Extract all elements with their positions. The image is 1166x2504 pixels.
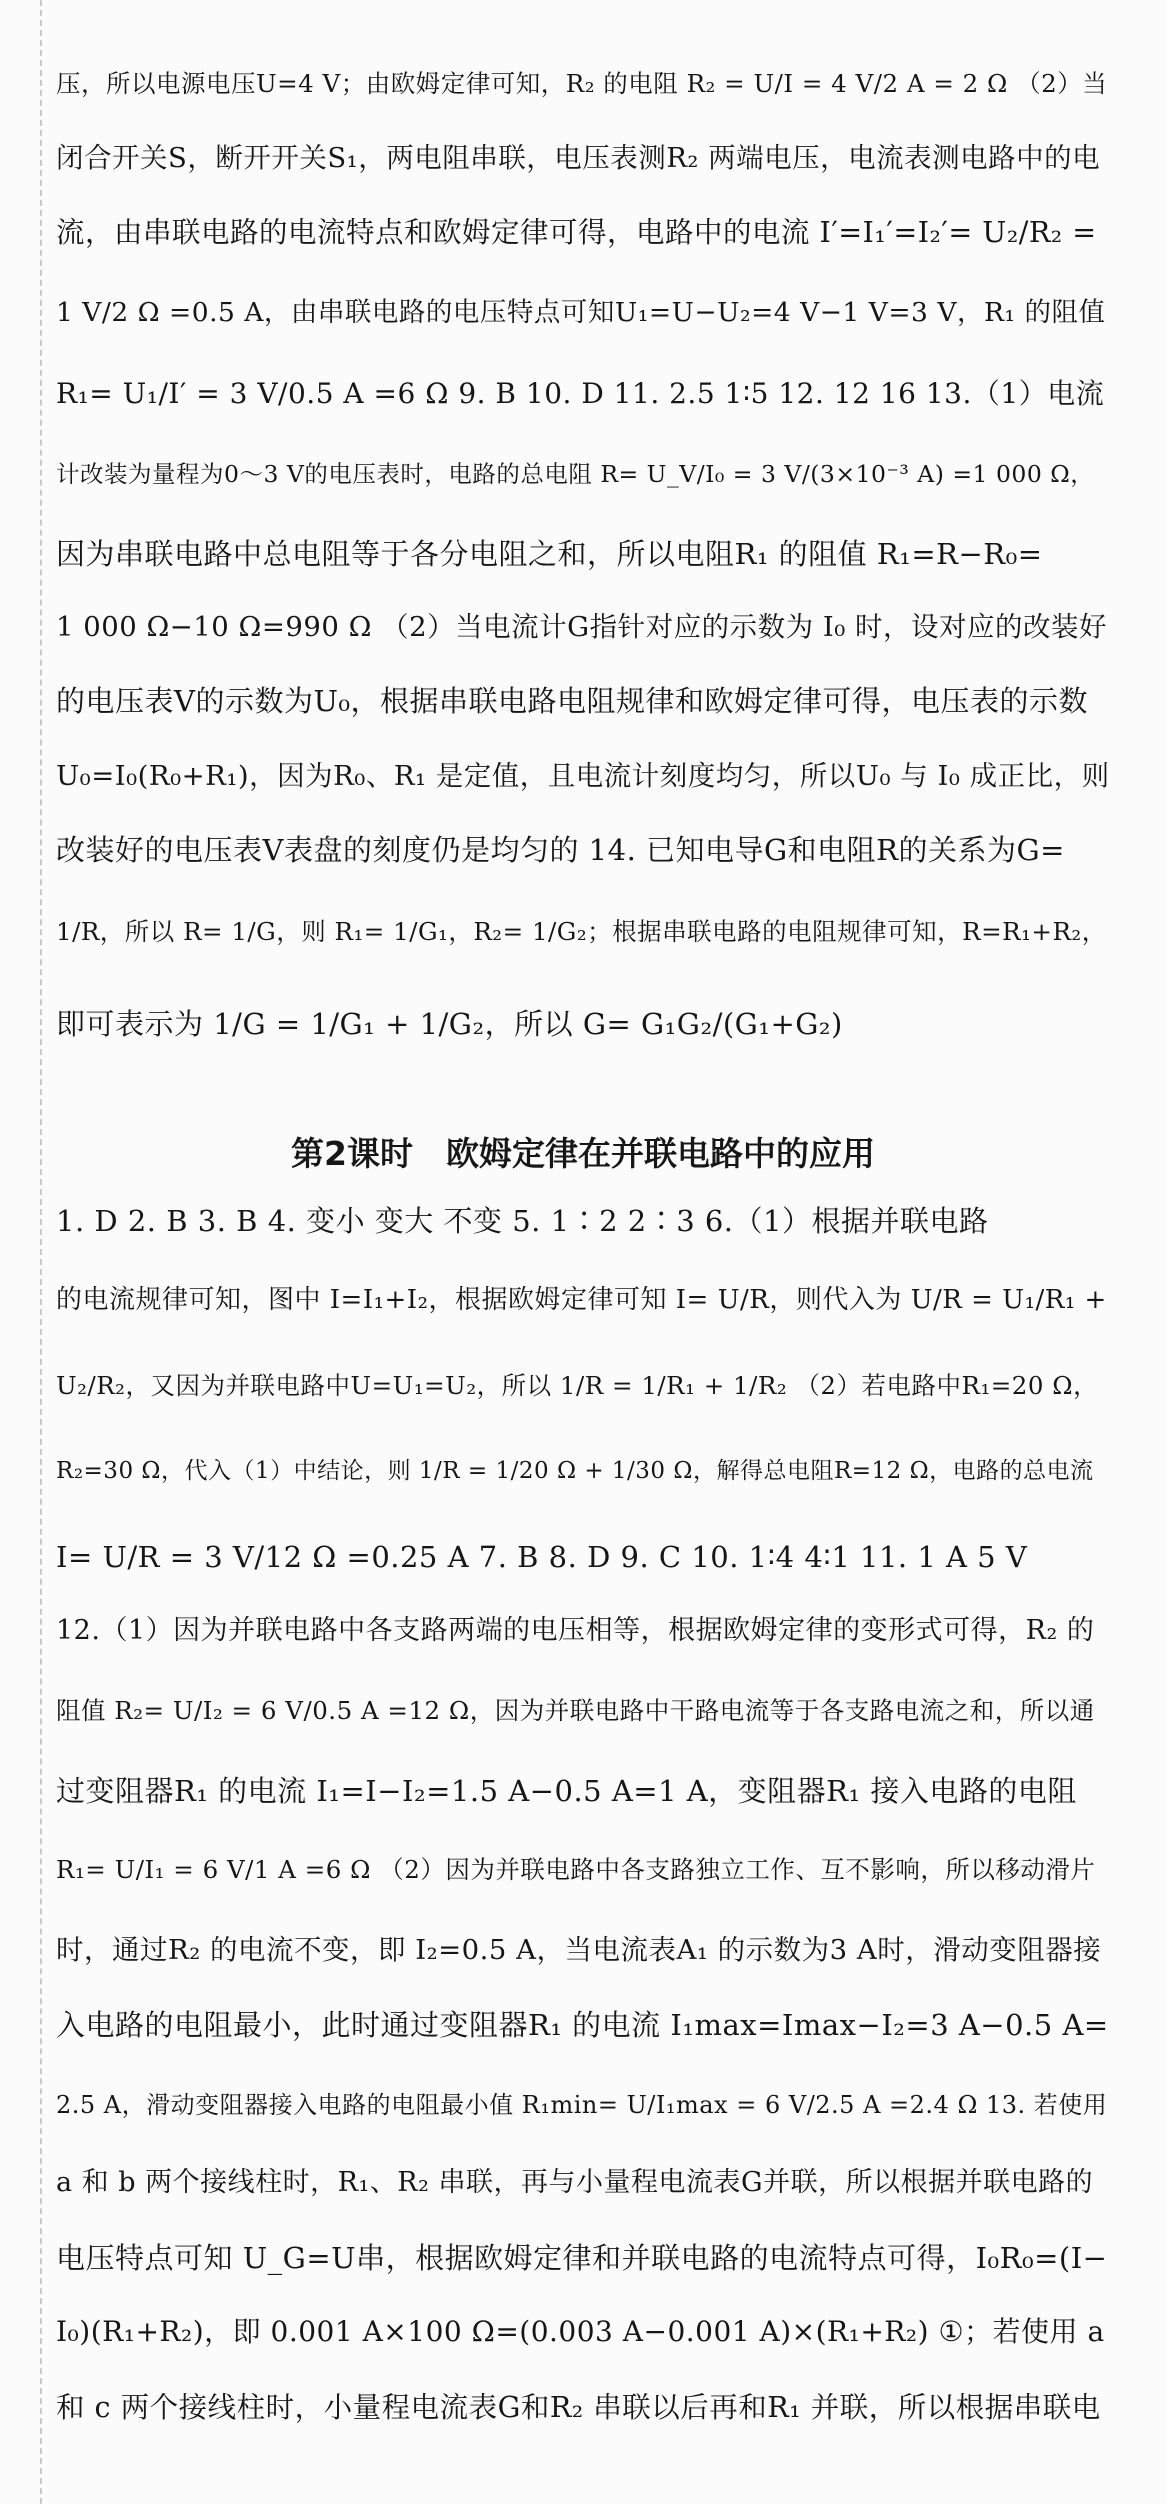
text-line: R₁= U/I₁ = 6 V/1 A =6 Ω （2）因为并联电路中各支路独立工作、互不影响，所以移动滑片 — [56, 1855, 1096, 1884]
page-left-margin-line — [40, 0, 42, 2504]
text-line: 流，由串联电路的电流特点和欧姆定律可得，电路中的电流 I′=I₁′=I₂′= U₂/R₂ = — [56, 216, 1097, 249]
text-line: 计改装为量程为0～3 V的电压表时，电路的总电阻 R= U_V/I₀ = 3 V/(3×10⁻³ A) =1 000 Ω， — [56, 460, 1095, 488]
text-line: 改装好的电压表V表盘的刻度仍是均匀的 14. 已知电导G和电阻R的关系为G= — [56, 833, 1065, 867]
text-line: I= U/R = 3 V/12 Ω =0.25 A 7. B 8. D 9. C 10. 1∶4 4∶1 11. 1 A 5 V — [56, 1540, 1028, 1574]
text-line: 1. D 2. B 3. B 4. 变小 变大 不变 5. 1∶2 2∶3 6.（1）根据并联电路 — [56, 1204, 989, 1238]
text-line: a 和 b 两个接线柱时，R₁、R₂ 串联，再与小量程电流表G并联，所以根据并联电路的 — [56, 2167, 1094, 2198]
text-line: 即可表示为 1/G = 1/G₁ + 1/G₂，所以 G= G₁G₂/(G₁+G₂) — [56, 1007, 843, 1041]
text-line: 因为串联电路中总电阻等于各分电阻之和，所以电阻R₁ 的阻值 R₁=R−R₀= — [56, 537, 1043, 571]
text-line: 12.（1）因为并联电路中各支路两端的电压相等，根据欧姆定律的变形式可得，R₂ 的 — [56, 1615, 1095, 1646]
text-line: 闭合开关S，断开开关S₁，两电阻串联，电压表测R₂ 两端电压，电流表测电路中的电 — [56, 142, 1101, 174]
text-line: 过变阻器R₁ 的电流 I₁=I−I₂=1.5 A−0.5 A=1 A，变阻器R₁ 接入电路的电阻 — [56, 1774, 1077, 1808]
section-title: 第2课时 欧姆定律在并联电路中的应用 — [291, 1134, 875, 1173]
text-line: 电压特点可知 U_G=U串，根据欧姆定律和并联电路的电流特点可得，I₀R₀=(I− — [56, 2241, 1108, 2275]
text-line: 的电压表V的示数为U₀，根据串联电路电阻规律和欧姆定律可得，电压表的示数 — [56, 684, 1089, 718]
text-line: 1 V/2 Ω =0.5 A，由串联电路的电压特点可知U₁=U−U₂=4 V−1 V=3 V，R₁ 的阻值 — [56, 297, 1106, 328]
text-line: R₂=30 Ω，代入（1）中结论，则 1/R = 1/20 Ω + 1/30 Ω，解得总电阻R=12 Ω，电路的总电流 — [56, 1458, 1094, 1484]
text-line: 时，通过R₂ 的电流不变，即 I₂=0.5 A，当电流表A₁ 的示数为3 A时，滑动变阻器接 — [56, 1934, 1102, 1966]
text-line: 阻值 R₂= U/I₂ = 6 V/0.5 A =12 Ω，因为并联电路中干路电流等于各支路电流之和，所以通 — [56, 1696, 1095, 1725]
text-line: 和 c 两个接线柱时，小量程电流表G和R₂ 串联以后再和R₁ 并联，所以根据串联电 — [56, 2391, 1101, 2424]
text-line: 1 000 Ω−10 Ω=990 Ω （2）当电流计G指针对应的示数为 I₀ 时，设对应的改装好 — [56, 611, 1107, 643]
text-line: 1/R，所以 R= 1/G，则 R₁= 1/G₁，R₂= 1/G₂；根据串联电路的电阻规律可知，R=R₁+R₂， — [56, 917, 1107, 946]
text-line: 压，所以电源电压U=4 V；由欧姆定律可知，R₂ 的电阻 R₂ = U/I = 4 V/2 A = 2 Ω （2）当 — [56, 69, 1108, 98]
text-line: 的电流规律可知，图中 I=I₁+I₂，根据欧姆定律可知 I= U/R，则代入为 U/R = U₁/R₁ + — [56, 1285, 1107, 1315]
text-line: U₂/R₂，又因为并联电路中U=U₁=U₂，所以 1/R = 1/R₁ + 1/R₂ （2）若电路中R₁=20 Ω， — [56, 1371, 1099, 1400]
text-line: R₁= U₁/I′ = 3 V/0.5 A =6 Ω 9. B 10. D 11. 2.5 1∶5 12. 12 16 13.（1）电流 — [56, 377, 1105, 410]
text-line: 入电路的电阻最小，此时通过变阻器R₁ 的电流 I₁max=Imax−I₂=3 A−0.5 A= — [56, 2008, 1109, 2042]
text-line: I₀)(R₁+R₂)，即 0.001 A×100 Ω=(0.003 A−0.001 A)×(R₁+R₂) ①；若使用 a — [56, 2315, 1105, 2348]
text-line: U₀=I₀(R₀+R₁)，因为R₀、R₁ 是定值，且电流计刻度均匀，所以U₀ 与 I₀ 成正比，则 — [56, 760, 1110, 792]
text-line: 2.5 A，滑动变阻器接入电路的电阻最小值 R₁min= U/I₁max = 6 V/2.5 A =2.4 Ω 13. 若使用 — [56, 2091, 1108, 2119]
